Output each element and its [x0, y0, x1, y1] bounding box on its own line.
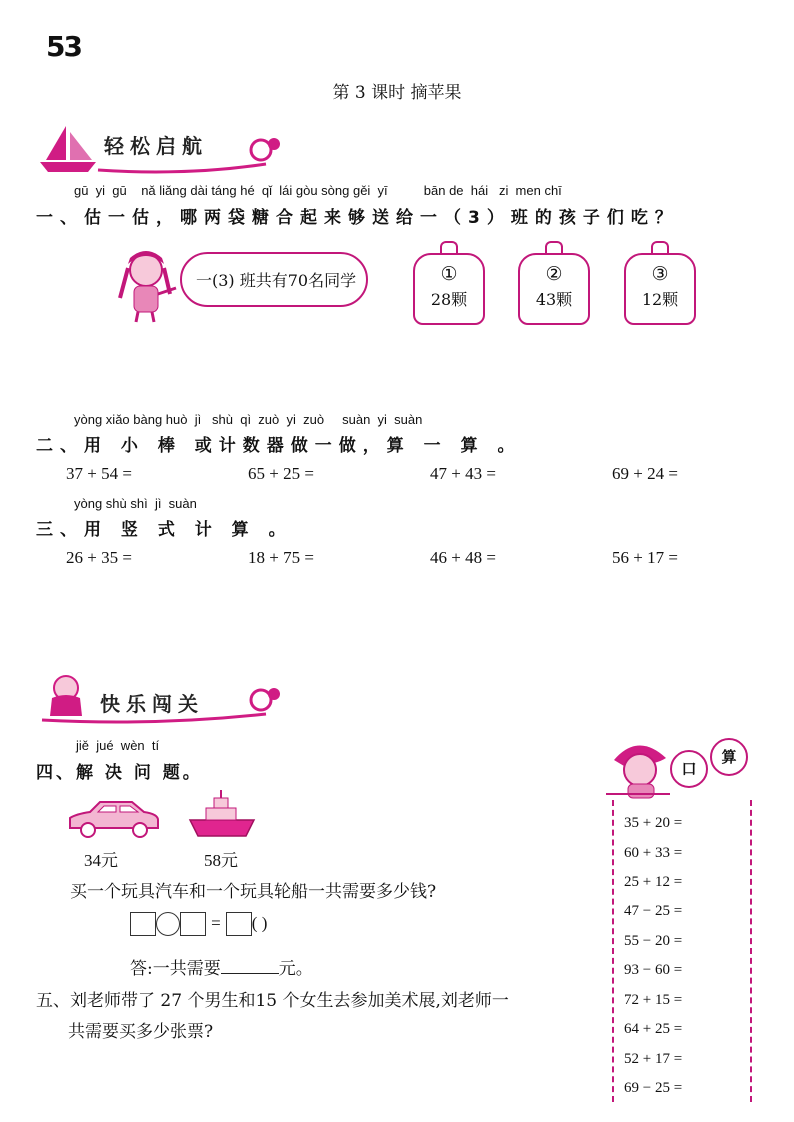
answer-prefix: 答:一共需要 — [130, 959, 221, 979]
q3-equation: 26 + 35 = — [66, 548, 132, 567]
equals-sign: = — [211, 913, 221, 933]
ship-price: 58元 — [204, 851, 238, 870]
bag-tie — [545, 241, 563, 253]
banner-title: 快乐闯关 — [100, 692, 204, 716]
q3-text: 三、用 竖 式 计 算 。 — [36, 520, 293, 540]
operator-circle[interactable] — [156, 912, 180, 936]
oral-heart-1: 口 — [670, 750, 708, 788]
oral-equation: 64 + 25 = — [624, 1021, 683, 1037]
bag-count: 43颗 — [535, 290, 573, 309]
banner-easy-start — [36, 120, 286, 180]
q2-equation: 69 + 24 = — [612, 464, 678, 483]
lesson-title: 第 3 课时 摘苹果 — [332, 83, 462, 103]
q2-equation: 47 + 43 = — [430, 464, 496, 483]
bag-count: 12颗 — [641, 290, 679, 309]
q3-pinyin: yòng shù shì jì suàn — [74, 496, 197, 511]
girl-icon — [116, 248, 180, 324]
oral-equation: 72 + 15 = — [624, 992, 683, 1008]
candy-bag-2 — [518, 241, 590, 325]
answer-box[interactable] — [226, 912, 252, 936]
candy-bag-3 — [624, 241, 696, 325]
q1-pinyin: gū yi gū nǎ liǎng dài táng hé qǐ lái gòu sòng gěi yī bān de hái zi men chī — [74, 183, 562, 198]
q2-equation: 37 + 54 = — [66, 464, 132, 483]
bag-tie — [651, 241, 669, 253]
bag-count: 28颗 — [430, 290, 468, 309]
q1-text: 一、估一估，哪两袋糖合起来够送给一（3）班的孩子们吃？ — [36, 208, 679, 228]
answer-blank[interactable] — [221, 959, 279, 974]
answer-suffix: 元。 — [278, 959, 313, 979]
q4-text: 四、解 决 问 题。 — [36, 763, 203, 783]
answer-box[interactable] — [130, 912, 156, 936]
q5-line1: 五、刘老师带了 27 个男生和15 个女生去参加美术展,刘老师一 — [36, 991, 509, 1011]
q5-line2: 共需要买多少张票? — [68, 1022, 214, 1042]
oral-equation: 52 + 17 = — [624, 1051, 683, 1067]
toy-car-icon — [66, 798, 162, 840]
q2-text: 二、用 小 棒 或计数器做一做，算 一 算 。 — [36, 436, 522, 456]
oral-heart-2: 算 — [710, 738, 748, 776]
bag-number: ② — [545, 263, 563, 285]
oral-equation: 25 + 12 = — [624, 874, 683, 890]
car-price: 34元 — [84, 851, 118, 870]
q4-question: 买一个玩具汽车和一个玩具轮船一共需要多少钱? — [70, 882, 437, 902]
q3-equation: 46 + 48 = — [430, 548, 496, 567]
unit-paren: ( ) — [251, 913, 268, 933]
q2-pinyin: yòng xiǎo bàng huò jì shù qì zuò yi zuò suàn yi suàn — [74, 412, 423, 427]
bag-number: ③ — [651, 263, 669, 285]
oral-equation: 47 − 25 = — [624, 903, 683, 919]
oral-equation: 35 + 20 = — [624, 815, 683, 831]
bag-tie — [440, 241, 458, 253]
bag-number: ① — [440, 263, 458, 285]
q3-equation: 56 + 17 = — [612, 548, 678, 567]
page-number: 53 — [46, 30, 81, 63]
oral-equation: 69 − 25 = — [624, 1080, 683, 1096]
answer-equation — [130, 912, 267, 936]
q4-pinyin: jiě jué wèn tí — [76, 738, 160, 753]
banner-happy-challenge — [36, 672, 286, 728]
candy-bag-1 — [413, 241, 485, 325]
oral-equation: 60 + 33 = — [624, 845, 683, 861]
speech-bubble: 一(3) 班共有70名同学 — [180, 252, 368, 307]
banner-title: 轻松启航 — [104, 134, 208, 158]
oral-equation: 55 − 20 = — [624, 933, 683, 949]
q4-answer — [130, 954, 313, 979]
q3-equation: 18 + 75 = — [248, 548, 314, 567]
q2-equation: 65 + 25 = — [248, 464, 314, 483]
oral-equation: 93 − 60 = — [624, 962, 683, 978]
toy-ship-icon — [188, 790, 256, 840]
strawberry-girl-icon — [604, 736, 674, 800]
answer-box[interactable] — [180, 912, 206, 936]
